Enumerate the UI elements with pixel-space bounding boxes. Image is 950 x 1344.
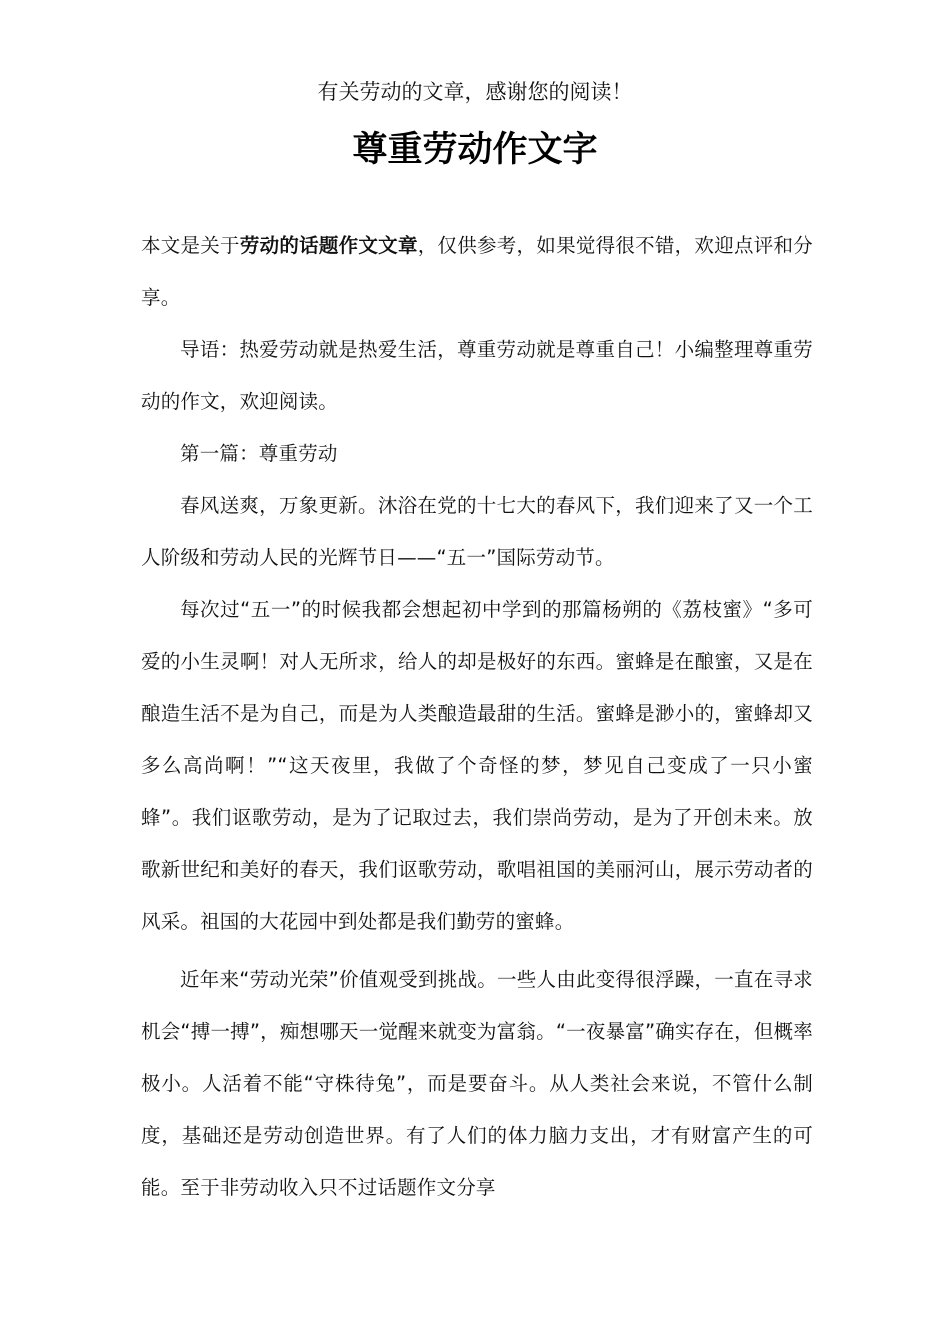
- body-paragraph-2: 每次过“五一”的时候我都会想起初中学到的那篇杨朔的《荔枝蜜》“多可爱的小生灵啊！对人无所求，给人的却是极好的东西。蜜蜂是在酿蜜，又是在酿造生活不是为自己，而是为人类酿造最甜的生活。蜜蜂是渺小的，蜜蜂却又多么高尚啊！”“这天夜里，我做了个奇怪的梦，梦见自己变成了一只小蜜蜂”。我们讴歌劳动，是为了记取过去，我们崇尚劳动，是为了开创未来。放歌新世纪和美好的春天，我们讴歌劳动，歌唱祖国的美丽河山，展示劳动者的风采。祖国的大花园中到处都是我们勤劳的蜜蜂。: [141, 598, 813, 933]
- intro-topic-link: 劳动的话题作文文章: [239, 234, 418, 257]
- section-heading: 第一篇：尊重劳动: [180, 442, 338, 465]
- page-title: 尊重劳动作文字: [352, 130, 598, 170]
- body-paragraph-3-text: 近年来“劳动光荣”价值观受到挑战。一些人由此变得很浮躁，一直在寻求机会“搏一搏”，痴想哪天一觉醒来就变为富翁。“一夜暴富”确实存在，但概率极小。人活着不能“守株待兔”，而是要奋斗。从人类社会来说，不管什么制度，基础还是劳动创造世界。有了人们的体力脑力支出，才有财富产生的可能。至于非劳动收入只不过: [141, 968, 813, 1199]
- lead-paragraph: 导语：热爱劳动就是热爱生活，尊重劳动就是尊重自己！小编整理尊重劳动的作文，欢迎阅读。: [141, 338, 813, 413]
- body-paragraph-3-tail: 话题作文分享: [377, 1176, 496, 1199]
- header-note: 有关劳动的文章，感谢您的阅读！: [317, 80, 633, 104]
- article-body: [141, 220, 813, 1214]
- intro-paragraph: [141, 220, 813, 324]
- body-paragraph-3: [141, 954, 813, 1214]
- intro-suffix: ，仅供参考，如果觉得很不错，欢迎点评和分享。: [141, 234, 813, 309]
- body-paragraph-1: 春风送爽，万象更新。沐浴在党的十七大的春风下，我们迎来了又一个工人阶级和劳动人民的光辉节日——“五一”国际劳动节。: [141, 494, 813, 569]
- intro-prefix: 本文是关于: [141, 234, 240, 257]
